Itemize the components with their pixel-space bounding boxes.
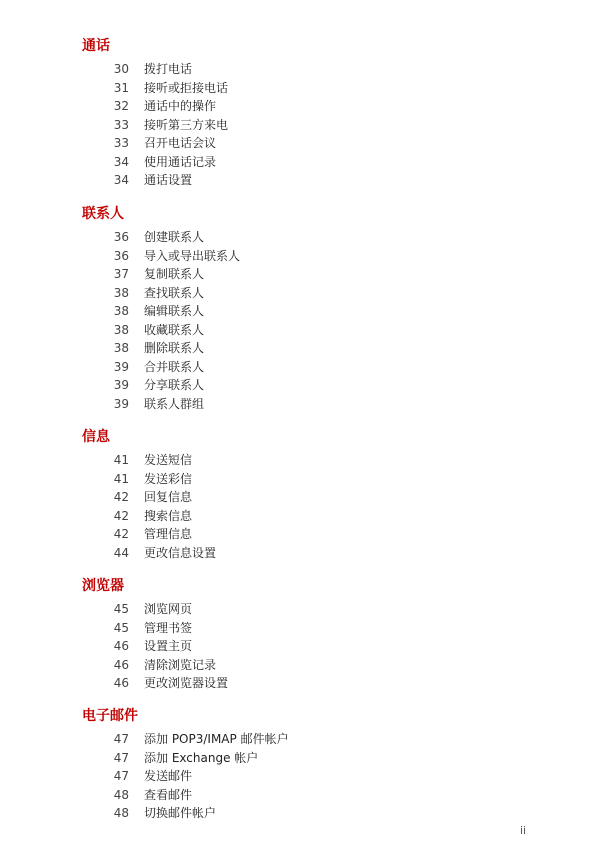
- toc-entry[interactable]: [0, 637, 613, 655]
- toc-entry-label: 编辑联系人: [144, 304, 205, 318]
- toc-entry[interactable]: [0, 284, 613, 302]
- toc-entry[interactable]: [0, 395, 613, 413]
- toc-entry-label: 使用通话记录: [144, 155, 217, 169]
- toc-entry-page-number: 41: [113, 472, 129, 486]
- toc-entry-label: 通话设置: [144, 173, 193, 187]
- section-title[interactable]: 通话: [82, 38, 110, 54]
- toc-entry-page-number: 36: [113, 230, 129, 244]
- toc-entry-label: 添加 Exchange 帐户: [144, 751, 259, 765]
- toc-entry-page-number: 30: [113, 62, 129, 76]
- toc-entry-page-number: 33: [113, 136, 129, 150]
- toc-entry-page-number: 37: [113, 267, 129, 281]
- toc-entry[interactable]: [0, 488, 613, 506]
- toc-entry-label: 切换邮件帐户: [144, 806, 217, 820]
- toc-entry-page-number: 38: [113, 304, 129, 318]
- toc-entry-label: 搜索信息: [144, 509, 193, 523]
- toc-entry[interactable]: [0, 451, 613, 469]
- toc-entry-label: 更改信息设置: [144, 546, 217, 560]
- toc-entry[interactable]: [0, 674, 613, 692]
- toc-entry-label: 接听或拒接电话: [144, 81, 229, 95]
- toc-entry[interactable]: [0, 302, 613, 320]
- section-title[interactable]: 联系人: [82, 206, 124, 222]
- toc-entry-page-number: 39: [113, 378, 129, 392]
- toc-entry[interactable]: [0, 116, 613, 134]
- toc-entry-page-number: 48: [113, 788, 129, 802]
- section-title[interactable]: 浏览器: [82, 578, 124, 594]
- toc-entry[interactable]: [0, 228, 613, 246]
- toc-entry[interactable]: [0, 171, 613, 189]
- toc-entry-label: 复制联系人: [144, 267, 205, 281]
- toc-entry-page-number: 41: [113, 453, 129, 467]
- toc-entry-label: 发送彩信: [144, 472, 193, 486]
- toc-entry-label: 联系人群组: [144, 397, 205, 411]
- toc-entry-label: 接听第三方来电: [144, 118, 229, 132]
- toc-entry-page-number: 42: [113, 527, 129, 541]
- toc-entry-label: 回复信息: [144, 490, 193, 504]
- toc-entry[interactable]: [0, 97, 613, 115]
- toc-entry[interactable]: [0, 247, 613, 265]
- section-title[interactable]: 电子邮件: [82, 708, 138, 724]
- toc-entry-label: 合并联系人: [144, 360, 205, 374]
- toc-entry-label: 管理信息: [144, 527, 193, 541]
- toc-entry-page-number: 42: [113, 509, 129, 523]
- toc-entry[interactable]: [0, 600, 613, 618]
- toc-entry-page-number: 33: [113, 118, 129, 132]
- toc-entry-page-number: 39: [113, 397, 129, 411]
- toc-entry[interactable]: [0, 153, 613, 171]
- toc-entry[interactable]: [0, 376, 613, 394]
- toc-entry[interactable]: [0, 507, 613, 525]
- toc-entry[interactable]: [0, 786, 613, 804]
- toc-entry-page-number: 47: [113, 751, 129, 765]
- toc-entry-page-number: 38: [113, 323, 129, 337]
- toc-entry-label: 发送短信: [144, 453, 193, 467]
- toc-entry-label: 创建联系人: [144, 230, 205, 244]
- toc-entry[interactable]: [0, 804, 613, 822]
- toc-entry[interactable]: [0, 619, 613, 637]
- toc-entry-label: 浏览网页: [144, 602, 193, 616]
- toc-entry-label: 发送邮件: [144, 769, 193, 783]
- toc-entry-label: 设置主页: [144, 639, 193, 653]
- toc-entry[interactable]: [0, 525, 613, 543]
- toc-entry-page-number: 46: [113, 658, 129, 672]
- toc-entry-label: 删除联系人: [144, 341, 205, 355]
- toc-entry-label: 更改浏览器设置: [144, 676, 229, 690]
- toc-entry-page-number: 38: [113, 341, 129, 355]
- toc-entry-page-number: 34: [113, 155, 129, 169]
- toc-entry-page-number: 39: [113, 360, 129, 374]
- toc-entry-page-number: 47: [113, 732, 129, 746]
- toc-entry-page-number: 34: [113, 173, 129, 187]
- toc-entry[interactable]: [0, 470, 613, 488]
- toc-entry-label: 清除浏览记录: [144, 658, 217, 672]
- toc-entry-page-number: 46: [113, 639, 129, 653]
- toc-entry-label: 拨打电话: [144, 62, 193, 76]
- toc-entry[interactable]: [0, 79, 613, 97]
- toc-entry-label: 召开电话会议: [144, 136, 217, 150]
- toc-entry-page-number: 31: [113, 81, 129, 95]
- toc-entry-page-number: 45: [113, 602, 129, 616]
- toc-entry[interactable]: [0, 358, 613, 376]
- toc-entry-page-number: 36: [113, 249, 129, 263]
- toc-entry[interactable]: [0, 767, 613, 785]
- toc-entry-label: 分享联系人: [144, 378, 205, 392]
- toc-entry-label: 导入或导出联系人: [144, 249, 241, 263]
- toc-entry[interactable]: [0, 339, 613, 357]
- toc-entry-page-number: 32: [113, 99, 129, 113]
- section-title[interactable]: 信息: [82, 429, 110, 445]
- toc-entry-label: 通话中的操作: [144, 99, 217, 113]
- toc-entry[interactable]: [0, 749, 613, 767]
- footer-page-number: ii: [520, 824, 527, 837]
- toc-entry[interactable]: [0, 321, 613, 339]
- toc-entry-page-number: 45: [113, 621, 129, 635]
- toc-entry-page-number: 38: [113, 286, 129, 300]
- toc-entry-page-number: 44: [113, 546, 129, 560]
- toc-entry-page-number: 47: [113, 769, 129, 783]
- toc-entry[interactable]: [0, 656, 613, 674]
- toc-entry[interactable]: [0, 60, 613, 78]
- toc-entry[interactable]: [0, 134, 613, 152]
- toc-entry[interactable]: [0, 730, 613, 748]
- toc-entry-label: 管理书签: [144, 621, 193, 635]
- toc-entry-page-number: 48: [113, 806, 129, 820]
- toc-entry-label: 添加 POP3/IMAP 邮件帐户: [144, 732, 289, 746]
- toc-entry-label: 查找联系人: [144, 286, 205, 300]
- toc-entry[interactable]: [0, 265, 613, 283]
- toc-entry[interactable]: [0, 544, 613, 562]
- toc-entry-page-number: 46: [113, 676, 129, 690]
- toc-entry-label: 收藏联系人: [144, 323, 205, 337]
- toc-entry-page-number: 42: [113, 490, 129, 504]
- toc-entry-label: 查看邮件: [144, 788, 193, 802]
